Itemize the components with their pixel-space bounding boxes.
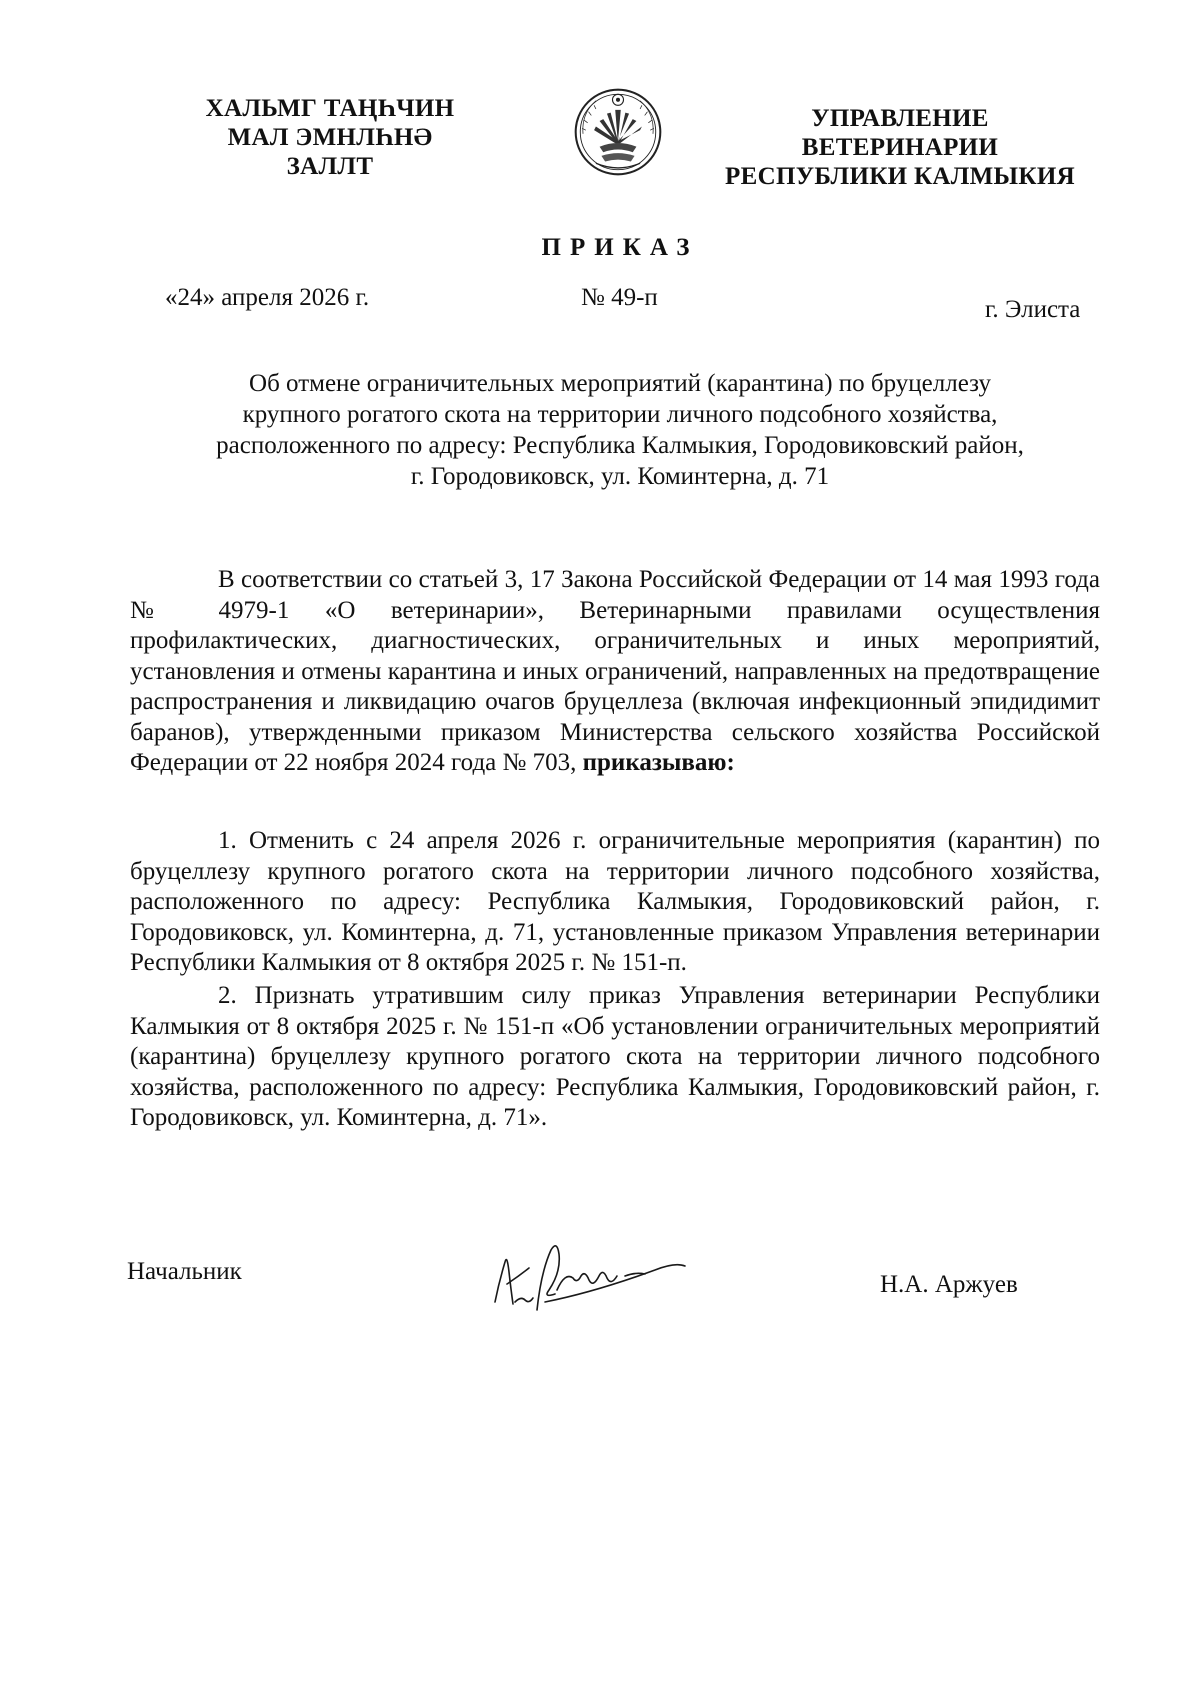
header-left-line: МАЛ ЭМНЛҺНӘ [227, 124, 433, 151]
preamble-text: В соответствии со статьей 3, 17 Закона Российской Федерации от 14 мая 1993 года № 4979-1 «О ветеринарии», Ветеринарными правилами осуществления профилактических, диагностических, ограничительных и иных мероприятий, установления и отмены карантина и иных ограничений, направленных на предотвращение распространения и ликвидацию очагов бруцеллеза (включая инфекционный эпидидимит баранов), утвержденными приказом Министерства сельского хозяйства Российской Федерации от 22 ноября 2024 года № 703, [130, 566, 1100, 776]
document-title [150, 368, 1090, 492]
order-word: приказываю: [582, 749, 735, 776]
signatory-position: Начальник [127, 1258, 242, 1285]
title-line: г. Городовиковск, ул. Коминтерна, д. 71 [410, 463, 830, 490]
header-org-name-russian [700, 104, 1100, 191]
header-org-name-kalmyk [180, 94, 480, 181]
title-line: расположенного по адресу: Республика Калмыкия, Городовиковский район, [216, 432, 1024, 459]
title-line: Об отмене ограничительных мероприятий (карантина) по бруцеллезу [249, 370, 991, 397]
handwritten-signature [485, 1232, 695, 1322]
header-right-line: УПРАВЛЕНИЕ [811, 105, 989, 132]
signatory-name: Н.А. Аржуев [880, 1271, 1018, 1298]
order-item-2: 2. Признать утратившим силу приказ Управления ветеринарии Республики Калмыкия от 8 октября 2025 г. № 151-п «Об установлении ограничительных мероприятий (карантина) бруцеллезу крупного рогатого скота на территории личного подсобного хозяйства, расположенного по адресу: Республика Калмыкия, Городовиковский район, г. Городовиковск, ул. Коминтерна, д. 71». [130, 982, 1100, 1131]
document-number: № 49-п [581, 284, 658, 311]
document-date: «24» апреля 2026 г. [165, 284, 370, 311]
header-right-line: РЕСПУБЛИКИ КАЛМЫКИЯ [725, 163, 1075, 190]
header-right-line: ВЕТЕРИНАРИИ [801, 134, 999, 161]
title-line: крупного рогатого скота на территории личного подсобного хозяйства, [242, 401, 998, 428]
header-left-line: ХАЛЬМГ ТАҢҺЧИН [205, 95, 455, 122]
preamble-paragraph [130, 565, 1100, 779]
coat-of-arms-icon [572, 86, 664, 178]
order-item-1: 1. Отменить с 24 апреля 2026 г. ограничительные мероприятия (карантин) по бруцеллезу крупного рогатого скота на территории личного подсобного хозяйства, расположенного по адресу: Республика Калмыкия, Городовиковский район, г. Городовиковск, ул. Коминтерна, д. 71, установленные приказом Управления ветеринарии Республики Калмыкия от 8 октября 2025 г. № 151-п. [130, 827, 1100, 976]
header-left-line: ЗАЛЛТ [286, 153, 374, 180]
document-city: г. Элиста [985, 296, 1081, 323]
document-type: ПРИКАЗ [541, 234, 699, 261]
